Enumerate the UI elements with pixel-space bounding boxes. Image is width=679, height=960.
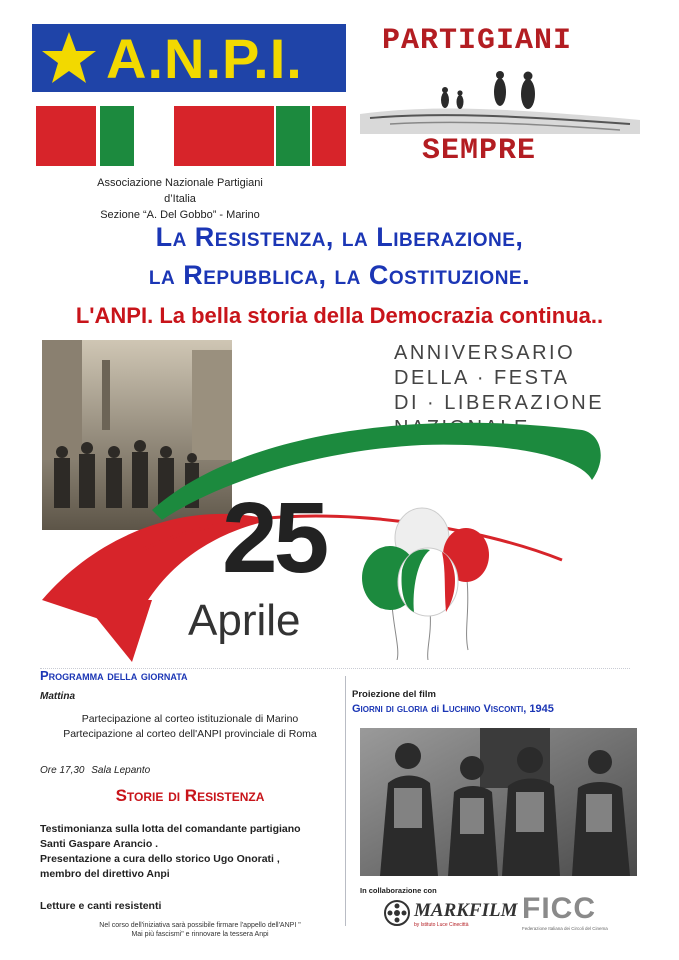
film-still-photo [360,728,637,876]
anniversary-line-3: DI · LIBERAZIONE [394,392,605,414]
flag-stripe-white-2 [136,106,172,166]
date-day: 25 [222,482,326,594]
film-reel-icon [384,900,410,926]
testimony-line-4: membro del direttivo Anpi [40,868,170,880]
snow-march-illustration [360,62,640,134]
time-venue [40,765,150,776]
anpi-logo [32,24,346,166]
film-intro: Proiezione del film [352,689,436,700]
testimony-line-1: Testimonianza sulla lotta del comandante partigiano [40,823,301,835]
morning-item-1: Partecipazione al corteo istituzionale di Marino [81,713,299,725]
markfilm-logo [384,898,518,932]
partigiani-sempre-logo [360,22,640,172]
ficc-logo [522,892,632,936]
markfilm-text: MARKFILM [414,900,518,921]
morning-label: Mattina [40,691,75,702]
footer-note: Nel corso dell'iniziativa sarà possibile firmare l'appello dell'ANPI " Mai più fascismi" e rinnovare la tessera Anpi [99,922,301,938]
event-title: Storie di Resistenza [115,786,265,805]
film-director: Luchino Visconti, 1945 [442,703,554,715]
ficc-subtext: Federazione Italiana dei Circoli del Cinema [522,926,608,931]
anniversary-banner [42,340,632,670]
date-month: Aprile [188,596,301,645]
tricolor-swoosh [42,400,632,670]
star-icon [40,30,98,86]
testimony-line-3: Presentazione a cura dello storico Ugo Onorati , [40,853,280,865]
flag-stripe-red-2 [174,106,274,166]
collaboration-label: In collaborazione con [360,886,437,895]
markfilm-subtext: by Istituto Luce Cinecittà [414,922,469,928]
program-title: Programma della giornata [40,668,188,683]
tagline: L'ANPI. La bella storia della Democrazia continua.. [75,303,604,328]
logo-text: A.N.P.I. [106,27,303,90]
headline-line-2: la Repubblica, la Costituzione. [148,260,531,290]
testimony-line-2: Santi Gaspare Arancio . [40,838,159,850]
film-title: Giorni di gloria [352,703,429,715]
event-time: Ore 17,30 [40,765,85,776]
column-divider [345,676,346,926]
headline-line-1: La Resistenza, la Liberazione, [155,222,524,252]
flag-stripe-red [36,106,96,166]
ficc-text: FICC [522,892,596,925]
flag-stripe-red-3 [312,106,346,166]
association-name: Associazione Nazionale Partigiani d’Italia Sezione “A. Del Gobbo” - Marino [97,177,263,221]
anniversary-line-2: DELLA · FESTA [394,367,570,389]
readings-line: Letture e canti resistenti [40,900,162,912]
event-venue: Sala Lepanto [91,765,151,776]
partigiani-text: PARTIGIANI [382,24,573,58]
sempre-text: SEMPRE [422,134,537,168]
film-by: di [431,704,440,714]
film-title-line [352,703,554,715]
flag-stripe-green-2 [276,106,310,166]
balloons-icon [342,500,502,660]
anniversary-line-1: ANNIVERSARIO [394,342,576,364]
flag-stripe-green [100,106,134,166]
morning-item-2: Partecipazione al corteo dell'ANPI provinciale di Roma [63,728,317,740]
